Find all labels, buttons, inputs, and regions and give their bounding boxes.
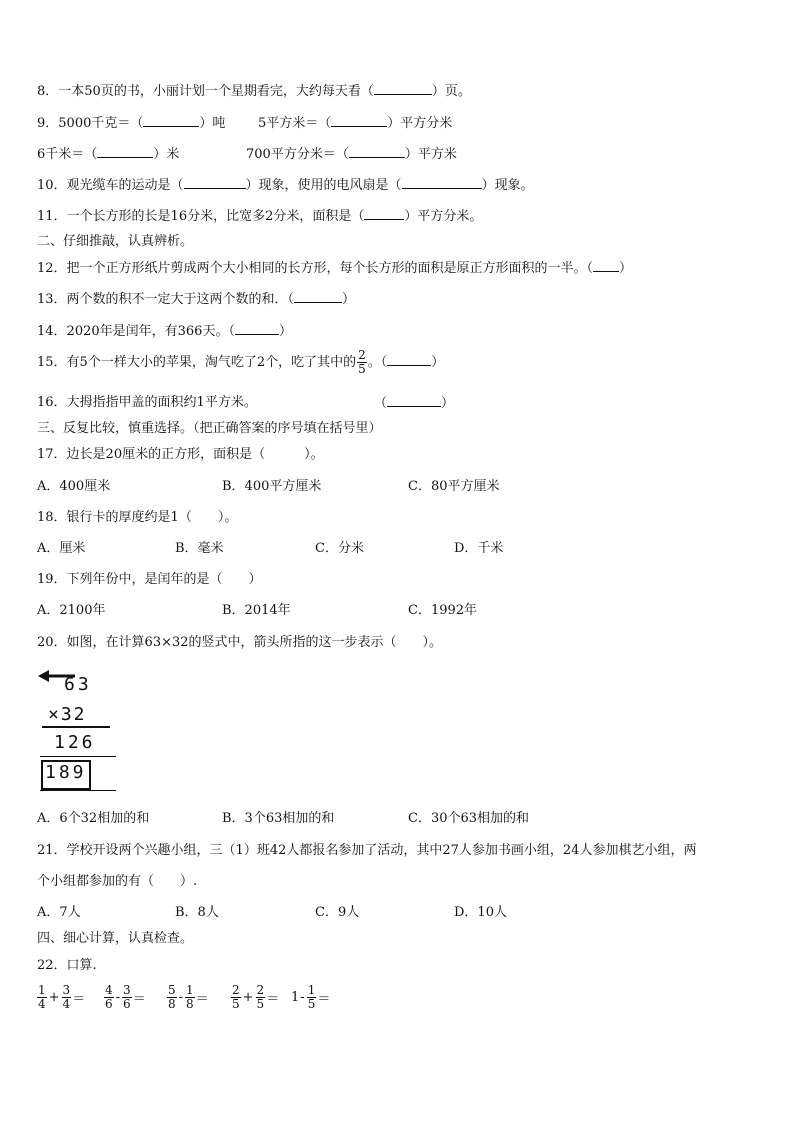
q9b-unit-b: ）平方米 <box>404 147 457 162</box>
question-20: 20．如图，在计算63×32的竖式中，箭头所指的这一步表示（ ）。 <box>37 635 443 650</box>
answer-blank[interactable] <box>374 82 432 95</box>
q13-after: ） <box>342 292 356 307</box>
q19-option-b[interactable]: B．2014年 <box>222 603 291 618</box>
q10-after: ）现象。 <box>481 178 534 193</box>
q20-option-b[interactable]: B．3个63相加的和 <box>222 811 335 826</box>
numerator: 4 <box>105 983 113 997</box>
numerator: 1 <box>307 983 316 997</box>
q16-text: 16．大拇指指甲盖的面积约1平方米。 <box>37 395 257 410</box>
question-17: 17．边长是20厘米的正方形，面积是（ ）。 <box>37 447 324 462</box>
equals-sign: ＝ <box>132 992 146 1007</box>
q12-after: ） <box>619 261 633 276</box>
calc-item-5 <box>291 984 330 1011</box>
numerator: 5 <box>168 983 176 997</box>
q11-after: ）平方分米。 <box>404 209 483 224</box>
question-21: 21．学校开设两个兴趣小组，三（1）班42人都报名参加了活动，其中27人参加书画小组，24人参加棋艺小组，两 <box>37 843 697 858</box>
q21-option-d[interactable]: D．10人 <box>454 905 507 920</box>
question-22: 22．口算. <box>37 958 97 973</box>
denominator: 6 <box>123 997 131 1011</box>
question-14 <box>37 322 292 341</box>
question-11 <box>37 207 482 226</box>
fraction <box>122 984 132 1011</box>
answer-blank[interactable] <box>235 322 279 335</box>
fraction <box>37 984 47 1011</box>
q10-mid: ）现象，使用的电风扇是（ <box>245 178 402 193</box>
q14-after: ） <box>278 324 292 339</box>
q17-option-a[interactable]: A．400厘米 <box>37 479 111 494</box>
q12-text: 12．把一个正方形纸片剪成两个大小相同的长方形，每个长方形的面积是原正方形面积的一半。（ <box>37 261 594 276</box>
numerator: 3 <box>123 983 131 997</box>
question-9-b <box>258 114 452 133</box>
fraction <box>185 984 195 1011</box>
q16-b: （ <box>374 396 388 411</box>
q19-option-c[interactable]: C．1992年 <box>408 603 478 618</box>
q18-option-c[interactable]: C．分米 <box>315 541 364 556</box>
partial-product-1: 126 <box>54 732 96 753</box>
answer-blank[interactable] <box>364 207 404 220</box>
q17-option-b[interactable]: B．400平方厘米 <box>222 479 322 494</box>
calc-item-3 <box>166 984 209 1011</box>
partial-product-2: 189 <box>45 762 87 783</box>
answer-blank[interactable] <box>387 394 441 407</box>
denominator: 5 <box>358 362 366 376</box>
section-3-heading: 三、反复比较，慎重选择。（把正确答案的序号填在括号里） <box>37 421 382 436</box>
section-4-heading: 四、细心计算，认真检查。 <box>37 931 194 946</box>
q14-text: 14．2020年是闰年，有366天。（ <box>37 324 235 339</box>
calc-item-4 <box>230 984 279 1011</box>
q21-option-a[interactable]: A．7人 <box>37 905 81 920</box>
section-2-heading: 二、仔细推敲，认真辨析。 <box>37 234 194 249</box>
denominator: 4 <box>62 997 71 1011</box>
fraction <box>256 984 266 1011</box>
question-9-line2-b <box>246 145 457 164</box>
answer-blank[interactable] <box>402 176 482 189</box>
q18-option-d[interactable]: D．千米 <box>454 541 504 556</box>
answer-blank[interactable] <box>593 259 619 272</box>
denominator: 5 <box>256 997 265 1011</box>
numerator: 1 <box>38 983 46 997</box>
answer-blank[interactable] <box>387 353 431 366</box>
calc-item-2 <box>103 984 146 1011</box>
denominator: 4 <box>38 997 46 1011</box>
multiplicand: 63 <box>64 674 92 695</box>
q19-option-a[interactable]: A．2100年 <box>37 603 106 618</box>
fraction <box>231 984 241 1011</box>
question-10 <box>37 176 534 195</box>
question-16 <box>37 394 257 412</box>
q20-option-c[interactable]: C．30个63相加的和 <box>408 811 530 826</box>
rule-line-2 <box>40 756 116 757</box>
q10-part-a: 10．观光缆车的运动是（ <box>37 178 184 193</box>
fraction <box>357 349 367 376</box>
multiplier: ×32 <box>48 704 87 725</box>
q11-text: 11．一个长方形的长是16分米，比宽多2分米，面积是（ <box>37 209 365 224</box>
operator: + <box>242 990 254 1005</box>
answer-blank[interactable] <box>331 114 387 127</box>
q8-text: 8．一本50页的书，小丽计划一个星期看完，大约每天看（ <box>37 84 374 99</box>
answer-blank[interactable] <box>184 176 246 189</box>
equals-sign: ＝ <box>72 992 86 1007</box>
numerator: 2 <box>358 348 366 362</box>
question-15 <box>37 348 444 378</box>
q8-after: ）页。 <box>431 84 471 99</box>
q9-unit-a: ）吨 <box>199 116 226 131</box>
calc-item-1 <box>36 984 85 1011</box>
equals-sign: ＝ <box>266 992 280 1007</box>
operator: - <box>115 990 121 1005</box>
q9-part-a: 9．5000千克＝（ <box>37 116 144 131</box>
question-16-answer <box>374 394 454 413</box>
question-9-line2 <box>37 145 179 164</box>
q9-part-b: 5平方米＝（ <box>258 116 332 131</box>
q21-option-b[interactable]: B．8人 <box>175 905 219 920</box>
q15-b: 。（ <box>367 355 388 370</box>
denominator: 6 <box>105 997 113 1011</box>
q9b-part-b: 700平方分米＝（ <box>246 147 349 162</box>
q21-option-c[interactable]: C．9人 <box>315 905 360 920</box>
q15-after: ） <box>431 355 445 370</box>
answer-blank[interactable] <box>294 290 342 303</box>
answer-blank[interactable] <box>97 145 153 158</box>
question-8 <box>37 82 471 101</box>
rule-line-3 <box>40 790 116 791</box>
question-19: 19．下列年份中，是闰年的是（ ） <box>37 572 262 587</box>
answer-blank[interactable] <box>143 114 199 127</box>
denominator: 5 <box>232 997 240 1011</box>
equals-sign: ＝ <box>195 992 209 1007</box>
numerator: 2 <box>256 983 265 997</box>
q18-option-a[interactable]: A．厘米 <box>37 541 86 556</box>
denominator: 5 <box>307 997 316 1011</box>
numerator: 1 <box>186 983 194 997</box>
fraction <box>167 984 177 1011</box>
q17-option-c[interactable]: C．80平方厘米 <box>408 479 500 494</box>
fraction <box>104 984 114 1011</box>
denominator: 8 <box>186 997 194 1011</box>
question-21-line2: 个小组都参加的有（ ）. <box>37 874 198 889</box>
equals-sign: ＝ <box>317 992 331 1007</box>
rule-line <box>42 726 110 728</box>
numerator: 3 <box>62 983 71 997</box>
fraction <box>62 984 72 1011</box>
q20-option-a[interactable]: A．6个32相加的和 <box>37 811 150 826</box>
denominator: 8 <box>168 997 176 1011</box>
question-13 <box>37 290 355 309</box>
q9b-part-a: 6千米＝（ <box>37 147 98 162</box>
operator: + <box>48 990 60 1005</box>
operator: - <box>300 990 305 1005</box>
q16-after: ） <box>441 396 455 411</box>
question-12 <box>37 259 632 278</box>
q9b-unit-a: ）米 <box>153 147 180 162</box>
q18-option-b[interactable]: B．毫米 <box>175 541 224 556</box>
fraction <box>307 984 317 1011</box>
q9-unit-b: ）平方分米 <box>387 116 453 131</box>
numerator: 2 <box>232 983 240 997</box>
q13-text: 13．两个数的积不一定大于这两个数的和．（ <box>37 292 295 307</box>
answer-blank[interactable] <box>349 145 405 158</box>
q15-text: 15．有5个一样大小的苹果，淘气吃了2个，吃了其中的 <box>37 355 357 370</box>
question-9 <box>37 114 225 133</box>
multiplication-figure <box>38 668 148 798</box>
operator: - <box>178 990 184 1005</box>
whole-number: 1 <box>291 990 300 1005</box>
question-18: 18．银行卡的厚度约是1（ ）。 <box>37 510 238 525</box>
